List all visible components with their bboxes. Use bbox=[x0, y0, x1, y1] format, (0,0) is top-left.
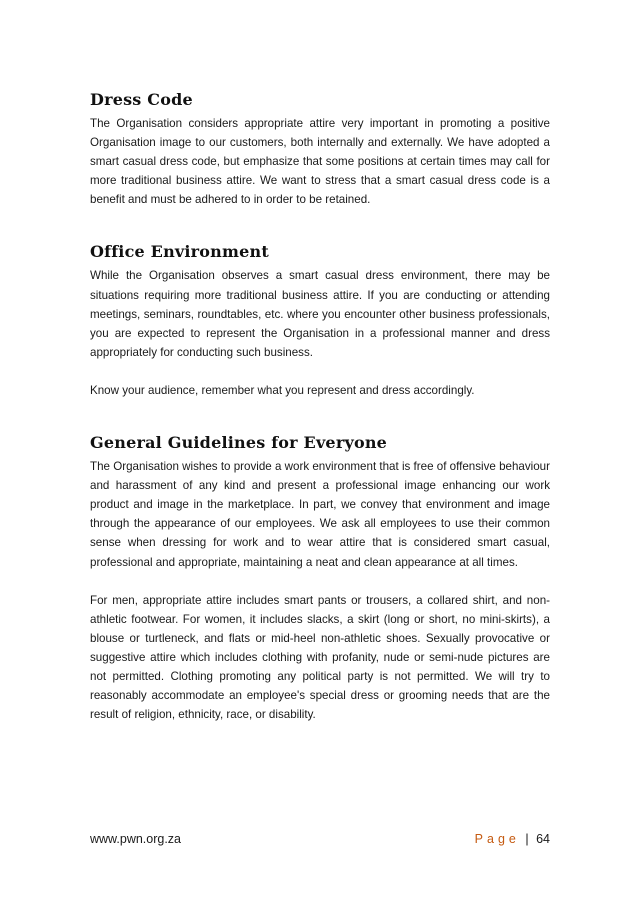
page-number: 64 bbox=[536, 832, 550, 846]
section-dress-code bbox=[90, 90, 550, 209]
section-paragraph: The Organisation considers appropriate attire very important in promoting a positive Organisation image to our customers, both internally and externally. We have adopted a smart casual dress code, but emphasize that some positions at certain times may call for more traditional business attire. We want to stress that a smart casual dress code is a benefit and must be adhered to in order to be retained. bbox=[90, 117, 550, 207]
page-content bbox=[90, 90, 550, 757]
footer-url: www.pwn.org.za bbox=[90, 832, 182, 846]
page-label: Page bbox=[474, 832, 520, 846]
section-heading: General Guidelines for Everyone bbox=[90, 433, 388, 453]
section-paragraph: The Organisation wishes to provide a work environment that is free of offensive behaviour and harassment of any kind and present a professional image enhancing our work product and image in the marketplace. In part, we convey that environment and image through the appearance of our employees. We ask all employees to use their common sense when dressing for work and to wear attire that is considered smart casual, professional and appropriate, maintaining a neat and clean appearance at all times. bbox=[90, 460, 550, 569]
section-heading: Dress Code bbox=[90, 90, 193, 109]
section-office-environment bbox=[90, 242, 550, 400]
section-paragraph: While the Organisation observes a smart casual dress environment, there may be situations requiring more traditional business attire. If you are conducting or attending meetings, seminars, roundtables, etc. where you encounter other business professionals, you are expected to represent the Organisation in a professional manner and dress appropriately for conducting such business. bbox=[90, 269, 550, 359]
section-paragraph: For men, appropriate attire includes smart pants or trousers, a collared shirt, and non-athletic footwear. For women, it includes slacks, a skirt (long or short, no mini-skirts), a blouse or turtleneck, and flats or mid-heel non-athletic shoes. Sexually provocative or suggestive attire which includes clothing with profanity, nude or semi-nude pictures are not permitted. Clothing promoting any political party is not permitted. We will try to reasonably accommodate an employee's special dress or grooming needs that are the result of religion, ethnicity, race, or disability. bbox=[90, 593, 550, 722]
page-footer bbox=[90, 832, 550, 846]
section-heading: Office Environment bbox=[90, 242, 269, 262]
page-indicator bbox=[475, 832, 550, 846]
section-general-guidelines bbox=[90, 433, 550, 724]
section-paragraph: Know your audience, remember what you represent and dress accordingly. bbox=[90, 383, 475, 397]
page-separator: | bbox=[525, 832, 529, 846]
